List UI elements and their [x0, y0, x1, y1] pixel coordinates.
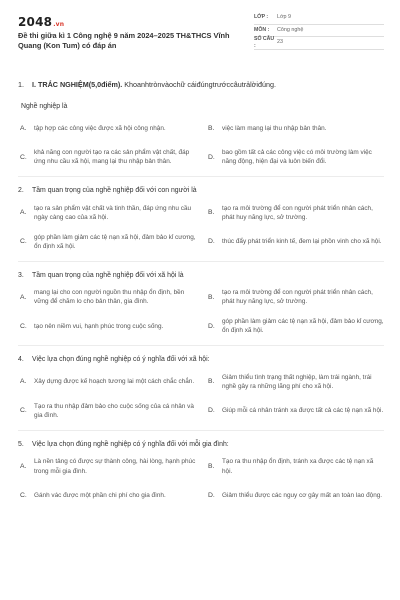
- section-number: 1.: [18, 80, 24, 89]
- option-text: tạo ra môi trường để con người phát triển nhân cách, phát huy năng lực, sở trường.: [222, 289, 373, 306]
- option-b[interactable]: [208, 286, 384, 308]
- option-text: tạo nên niềm vui, hạnh phúc trong cuộc sống.: [34, 322, 164, 330]
- section-instruction: Khoanhtrònvàochữ cáiđúngtrướccâutrảlờiđúng.: [122, 80, 276, 89]
- option-letter: B.: [208, 378, 215, 386]
- option-letter: C.: [20, 238, 27, 246]
- answer-options: [18, 456, 384, 507]
- answer-options: [18, 286, 384, 337]
- document-title: Đề thi giữa kì 1 Công nghệ 9 năm 2024–2025 TH&THCS Vĩnh Quang (Kon Tum) có đáp án: [18, 31, 230, 50]
- section-title: I. TRẮC NGHIỆM(5,0điểm).: [32, 80, 123, 89]
- option-a[interactable]: [20, 456, 196, 478]
- option-text: góp phần làm giảm các tệ nạn xã hội, đảm bảo kỉ cương, ổn định xã hội.: [222, 318, 384, 335]
- option-c[interactable]: [20, 485, 196, 507]
- question-number: 5.: [18, 441, 24, 448]
- question-number: 2.: [18, 187, 24, 195]
- option-d[interactable]: [208, 400, 384, 422]
- option-letter: A.: [20, 293, 27, 301]
- option-a[interactable]: [20, 371, 196, 393]
- option-text: Tạo ra thu nhập ổn định, tránh xa được các tệ nạn xã hội.: [222, 458, 374, 475]
- section-heading: [18, 80, 384, 90]
- option-letter: A.: [20, 462, 27, 470]
- meta-label: SỐ CÂU :: [254, 35, 275, 49]
- question-text: Tầm quan trọng của nghề nghiệp đối với con người là: [32, 187, 197, 195]
- option-text: tạo ra môi trường để con người phát triển nhân cách, phát huy năng lực, sở trường.: [222, 204, 373, 221]
- option-d[interactable]: [208, 146, 384, 168]
- option-text: thúc đẩy phát triển kinh tế, đem lại phồn vinh cho xã hội.: [222, 238, 382, 246]
- option-text: Xây dựng được kế hoạch tương lai một cách chắc chắn.: [34, 378, 195, 386]
- option-letter: D.: [208, 491, 215, 499]
- divider: [18, 430, 384, 431]
- question-number: 3.: [18, 271, 24, 279]
- option-d[interactable]: [208, 231, 384, 253]
- question-number: 4.: [18, 356, 24, 364]
- option-letter: B.: [208, 209, 215, 217]
- option-letter: A.: [20, 209, 27, 217]
- question-text: Việc lựa chọn đúng nghề nghiệp có ý nghĩa đối với xã hội:: [32, 356, 210, 364]
- meta-row-class: [254, 12, 384, 25]
- option-letter: B.: [208, 462, 215, 470]
- question-text: Tầm quan trọng của nghề nghiệp đối với xã hội là: [32, 271, 184, 279]
- option-text: việc làm mang lại thu nhập bản thân.: [222, 124, 327, 132]
- option-b[interactable]: [208, 117, 384, 139]
- option-a[interactable]: [20, 202, 196, 224]
- answer-options: [18, 202, 384, 253]
- option-b[interactable]: [208, 371, 384, 393]
- question-5: [18, 440, 384, 507]
- option-letter: D.: [208, 407, 215, 415]
- option-letter: B.: [208, 124, 215, 132]
- meta-label: LỚP :: [254, 14, 269, 21]
- meta-value: 23: [277, 39, 283, 46]
- meta-value: Công nghệ: [277, 26, 304, 33]
- option-text: bao gồm tất cả các công việc có môi trường làm việc năng động, hiện đại và luôn biến đổi.: [222, 149, 372, 166]
- option-text: Gánh vác được một phần chi phí cho gia đình.: [34, 491, 166, 499]
- option-a[interactable]: [20, 286, 196, 308]
- option-text: Giúp mỗi cá nhân tránh xa được tất cả các tệ nạn xã hội.: [222, 407, 384, 415]
- site-logo[interactable]: [18, 14, 64, 31]
- divider: [18, 261, 384, 262]
- question-stem: [18, 186, 384, 196]
- exam-content: [18, 80, 384, 515]
- option-letter: C.: [20, 407, 27, 415]
- question-stem: [18, 271, 384, 281]
- option-c[interactable]: [20, 231, 196, 253]
- answer-options: [18, 371, 384, 422]
- option-a[interactable]: [20, 117, 196, 139]
- question-2: [18, 186, 384, 253]
- exam-meta: [254, 12, 384, 50]
- option-d[interactable]: [208, 315, 384, 337]
- option-letter: A.: [20, 378, 27, 386]
- option-letter: A.: [20, 124, 27, 132]
- question-stem: [18, 102, 384, 112]
- divider: [18, 176, 384, 177]
- question-4: [18, 355, 384, 422]
- option-text: tạo ra sản phẩm vật chất và tinh thần, đáp ứng nhu cầu ngày càng cao của xã hội.: [34, 204, 192, 221]
- question-text: Nghề nghiệp là: [21, 102, 68, 110]
- option-letter: C.: [20, 153, 27, 161]
- divider: [18, 345, 384, 346]
- answer-options: [18, 117, 384, 168]
- meta-value: Lớp 9: [277, 14, 292, 21]
- logo-suffix: .vn: [53, 21, 65, 28]
- option-b[interactable]: [208, 202, 384, 224]
- option-letter: D.: [208, 238, 215, 246]
- option-letter: D.: [208, 322, 215, 330]
- meta-row-question-count: [254, 37, 384, 50]
- option-letter: D.: [208, 153, 215, 161]
- question-3: [18, 271, 384, 338]
- option-c[interactable]: [20, 146, 196, 168]
- option-text: Giảm thiểu được các nguy cơ gây mất an toàn lao động.: [222, 491, 383, 499]
- document-header: [18, 12, 384, 64]
- option-letter: C.: [20, 322, 27, 330]
- option-text: Là nền tảng có được sự thành công, hài lòng, hạnh phúc trong mỗi gia đình.: [34, 458, 196, 475]
- option-text: Tạo ra thu nhập đảm bảo cho cuộc sống của cá nhân và gia đình.: [34, 402, 194, 419]
- logo-main: 2048: [18, 15, 53, 29]
- question-stem: [18, 440, 384, 450]
- option-b[interactable]: [208, 456, 384, 478]
- option-letter: C.: [20, 491, 27, 499]
- option-c[interactable]: [20, 400, 196, 422]
- option-c[interactable]: [20, 315, 196, 337]
- question-1: [18, 102, 384, 169]
- question-text: Việc lựa chọn đúng nghề nghiệp có ý nghĩa đối với mỗi gia đình:: [32, 441, 229, 448]
- option-d[interactable]: [208, 485, 384, 507]
- meta-label: MÔN :: [254, 26, 270, 33]
- option-text: Giảm thiểu tình trạng thất nghiệp, làm trái ngành, trái nghề gây ra những lãng phí cho xã hội.: [222, 373, 372, 390]
- option-text: khả năng con người tạo ra các sản phẩm vật chất, đáp ứng nhu cầu xã hội, mang lại thu nhập bản thân.: [34, 149, 190, 166]
- question-stem: [18, 355, 384, 365]
- option-text: tập hợp các công việc được xã hội công nhận.: [34, 124, 166, 132]
- option-letter: B.: [208, 293, 215, 301]
- option-text: góp phần làm giảm các tệ nạn xã hội, đảm bảo kỉ cương, ổn định xã hội.: [34, 233, 196, 250]
- option-text: mang lại cho con người nguồn thu nhập ổn định, bền vững để chăm lo cho bản thân, gia đình.: [34, 289, 185, 306]
